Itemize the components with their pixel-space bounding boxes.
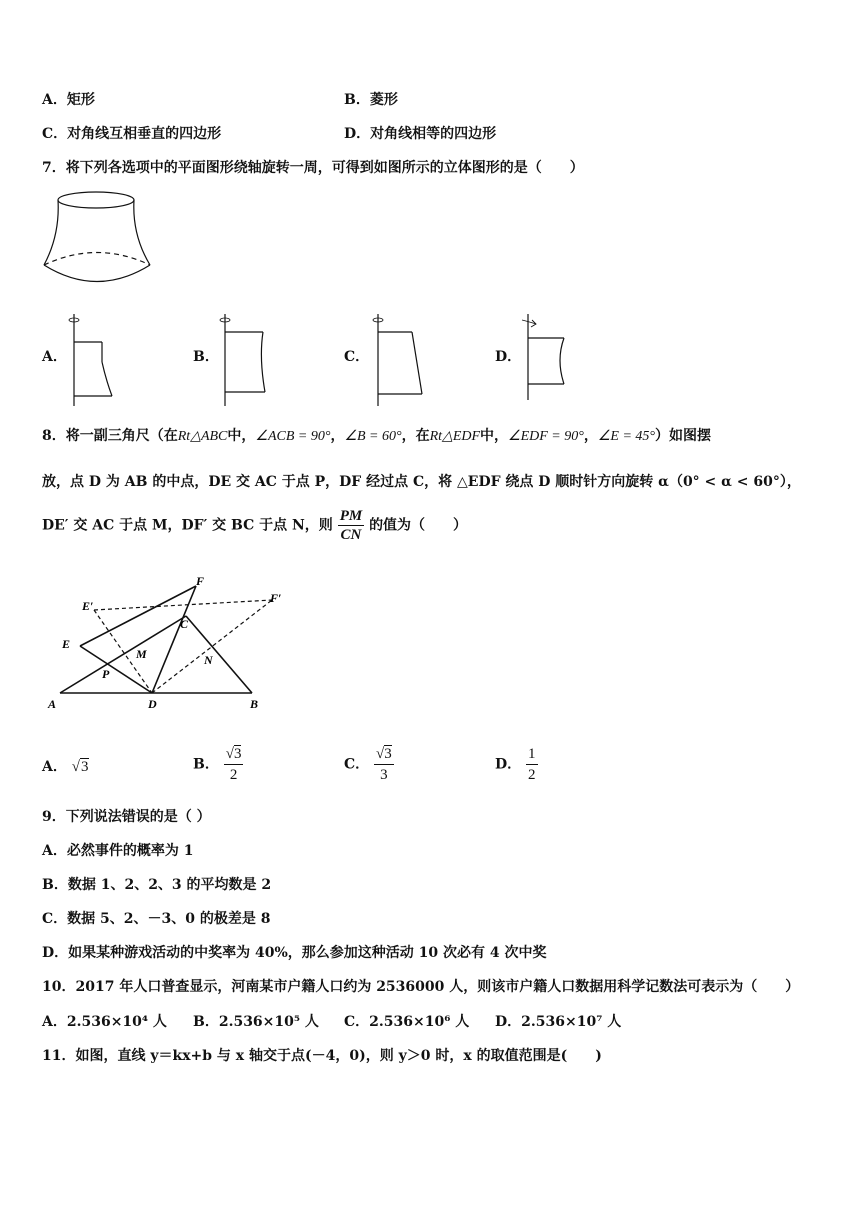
q7-option-d-label: D． xyxy=(495,349,522,365)
q7-option-c-label: C． xyxy=(344,349,370,365)
q8-label-A: A xyxy=(48,697,57,711)
q6-option-d: D．对角线相等的四边形 xyxy=(344,126,497,142)
q6-option-b: B．菱形 xyxy=(344,92,398,108)
q7-option-d-figure xyxy=(516,308,596,408)
q9-option-d: D．如果某种游戏活动的中奖率为 40%，那么参加这种活动 10 次必有 4 次中奖 xyxy=(42,945,547,961)
q9-stem: 9．下列说法错误的是（ ） xyxy=(42,809,211,825)
q8-option-b: B． $\frac{√3}{2}$ xyxy=(193,746,242,783)
q10-option-d: D．2.536×10⁷ 人 xyxy=(495,1014,622,1030)
q8-label-C: C xyxy=(180,617,189,631)
q8-geometry-figure xyxy=(44,570,294,715)
q7-option-a-label: A． xyxy=(42,349,67,365)
q9-option-b: B．数据 1、2、2、3 的平均数是 2 xyxy=(42,877,272,893)
q8-line-1: 8．将一副三角尺（在Rt△ABC中，∠ACB = 90°，∠B = 60°，在Rt△EDF中，∠EDF = 90°，∠E = 45°）如图摆 xyxy=(42,428,711,444)
q8-label-N: N xyxy=(204,653,213,667)
q8-option-d: D． $\frac{1}{2}$ xyxy=(495,746,536,783)
q8-option-a: A． √3 xyxy=(42,759,89,775)
q8-label-E: E xyxy=(62,637,71,651)
q8-label-F-prime: F′ xyxy=(270,591,282,605)
q8-line-2: 放，点 D 为 AB 的中点，DE 交 AC 于点 P，DF 经过点 C，将 △EDF 绕点 D 顺时针方向旋转 α（0° < α < 60°）， xyxy=(42,474,801,490)
q10-option-b: B．2.536×10⁵ 人 xyxy=(193,1014,319,1030)
q7-solid-figure xyxy=(40,190,155,290)
q9-option-a: A．必然事件的概率为 1 xyxy=(42,843,194,859)
q7-option-c-figure xyxy=(368,308,448,408)
q7-option-b-figure xyxy=(215,308,295,408)
q10-option-a: A．2.536×10⁴ 人 xyxy=(42,1014,167,1030)
q10-option-c: C．2.536×10⁶ 人 xyxy=(344,1014,470,1030)
q9-option-c: C．数据 5、2、－3、0 的极差是 8 xyxy=(42,911,271,927)
q8-label-F: F xyxy=(196,574,205,588)
q8-label-P: P xyxy=(102,667,110,681)
q8-label-D: D xyxy=(148,697,157,711)
q8-fraction: $\frac{PM}{CN}$ xyxy=(339,508,363,543)
q8-label-B: B xyxy=(250,697,259,711)
q7-option-a-figure xyxy=(62,308,142,408)
q11-stem: 11．如图，直线 y＝kx+b 与 x 轴交于点(－4，0)，则 y＞0 时，x 的取值范围是( ) xyxy=(42,1048,602,1064)
q6-option-a: A．矩形 xyxy=(42,92,95,108)
q7-stem: 7．将下列各选项中的平面图形绕轴旋转一周，可得到如图所示的立体图形的是（ ） xyxy=(42,160,584,176)
q8-label-E-prime: E′ xyxy=(82,599,94,613)
q8-label-M: M xyxy=(136,647,147,661)
q8-option-c: C． $\frac{√3}{3}$ xyxy=(344,746,392,783)
q10-stem: 10．2017 年人口普查显示，河南某市户籍人口约为 2536000 人，则该市户籍人口数据用科学记数法可表示为（ ） xyxy=(42,979,800,995)
q8-line-3: DE′ 交 AC 于点 M，DF′ 交 BC 于点 N，则 $\frac{PM}{CN}$ 的值为（ ） xyxy=(42,508,468,543)
q6-option-c: C．对角线互相垂直的四边形 xyxy=(42,126,222,142)
q7-option-b-label: B． xyxy=(193,349,219,365)
